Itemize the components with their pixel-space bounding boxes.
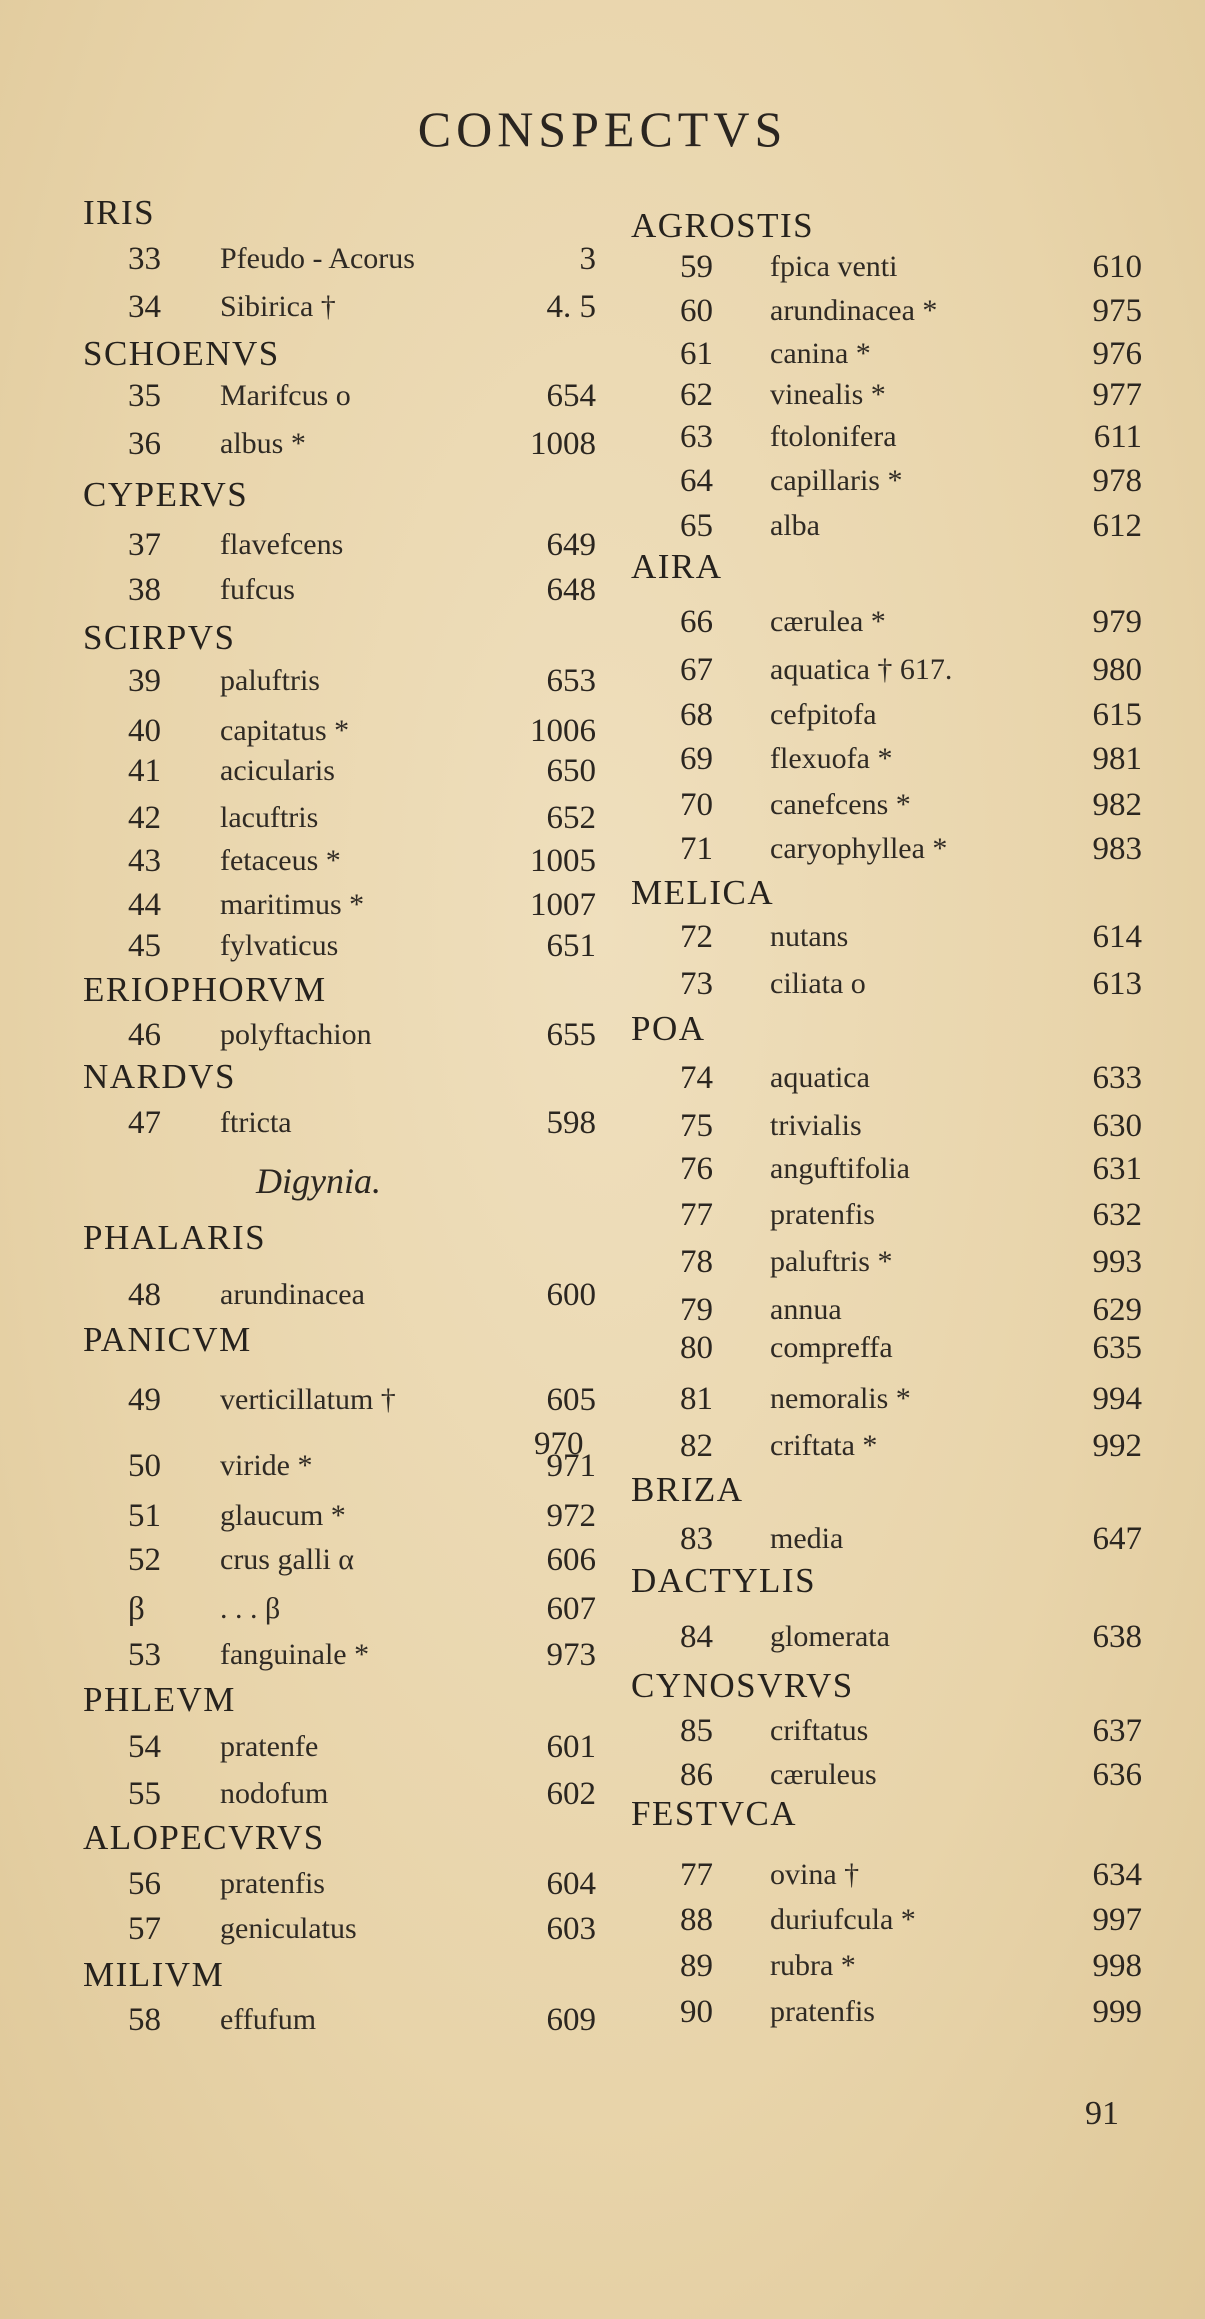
species-name: glaucum * bbox=[220, 1499, 346, 1532]
species-number: 60 bbox=[680, 293, 713, 329]
species-name: cærulea * bbox=[770, 605, 886, 638]
species-entry bbox=[0, 236, 600, 282]
species-number: 52 bbox=[128, 1542, 161, 1578]
species-entry bbox=[602, 503, 1202, 549]
species-number: 65 bbox=[680, 508, 713, 544]
genus-heading: ALOPECVRVS bbox=[83, 1818, 325, 1857]
species-name: arundinacea bbox=[220, 1278, 365, 1311]
species-number: 39 bbox=[128, 663, 161, 699]
species-name: polyftachion bbox=[220, 1018, 372, 1051]
page-reference: 993 bbox=[1092, 1244, 1142, 1280]
species-entry bbox=[602, 1103, 1202, 1149]
species-name: ciliata o bbox=[770, 967, 866, 1000]
page-reference: 614 bbox=[1092, 919, 1142, 955]
page-reference: 971 bbox=[546, 1448, 596, 1484]
species-name: duriufcula * bbox=[770, 1903, 916, 1936]
page-reference: 648 bbox=[546, 572, 596, 608]
page-reference: 606 bbox=[546, 1542, 596, 1578]
species-number: 50 bbox=[128, 1448, 161, 1484]
species-name: anguftifolia bbox=[770, 1152, 910, 1185]
species-entry bbox=[602, 1614, 1202, 1660]
species-entry bbox=[602, 1852, 1202, 1898]
species-number: 70 bbox=[680, 787, 713, 823]
page-reference: 1005 bbox=[530, 843, 596, 879]
species-name: nutans bbox=[770, 920, 849, 953]
species-name: caryophyllea * bbox=[770, 832, 948, 865]
page-reference: 999 bbox=[1092, 1994, 1142, 2030]
species-entry bbox=[602, 914, 1202, 960]
page-reference: 652 bbox=[546, 800, 596, 836]
species-number: 48 bbox=[128, 1277, 161, 1313]
species-name: rubra * bbox=[770, 1949, 856, 1982]
species-name: ftolonifera bbox=[770, 420, 897, 453]
species-name: fufcus bbox=[220, 573, 295, 606]
page-reference: 647 bbox=[1092, 1521, 1142, 1557]
species-name: aquatica bbox=[770, 1061, 870, 1094]
species-name: nodofum bbox=[220, 1777, 329, 1810]
species-number: 34 bbox=[128, 289, 161, 325]
species-number: 56 bbox=[128, 1866, 161, 1902]
species-name: ovina † bbox=[770, 1858, 860, 1891]
species-entry bbox=[602, 1146, 1202, 1192]
species-number: 85 bbox=[680, 1713, 713, 1749]
species-number: 82 bbox=[680, 1428, 713, 1464]
species-entry bbox=[0, 1632, 600, 1678]
species-entry bbox=[0, 373, 600, 419]
species-number: 68 bbox=[680, 697, 713, 733]
page-reference: 629 bbox=[1092, 1292, 1142, 1328]
page-reference: 975 bbox=[1092, 293, 1142, 329]
species-number: 75 bbox=[680, 1108, 713, 1144]
species-number: 61 bbox=[680, 336, 713, 372]
species-entry bbox=[602, 1325, 1202, 1371]
species-number: 55 bbox=[128, 1776, 161, 1812]
right-column bbox=[602, 0, 1205, 2319]
species-number: 36 bbox=[128, 426, 161, 462]
species-name: canina * bbox=[770, 337, 871, 370]
species-number: 44 bbox=[128, 887, 161, 923]
species-entry bbox=[602, 782, 1202, 828]
species-name: viride * bbox=[220, 1449, 313, 1482]
species-entry bbox=[0, 1771, 600, 1817]
page-reference: 981 bbox=[1092, 741, 1142, 777]
species-number: 42 bbox=[128, 800, 161, 836]
page-reference: 651 bbox=[546, 928, 596, 964]
species-number: 90 bbox=[680, 1994, 713, 2030]
species-entry bbox=[0, 748, 600, 794]
page-reference: 994 bbox=[1092, 1381, 1142, 1417]
species-entry bbox=[602, 647, 1202, 693]
species-entry bbox=[602, 372, 1202, 418]
page-reference: 598 bbox=[546, 1105, 596, 1141]
species-entry bbox=[602, 458, 1202, 504]
page-reference: 601 bbox=[546, 1729, 596, 1765]
species-number: 77 bbox=[680, 1857, 713, 1893]
species-number: 45 bbox=[128, 928, 161, 964]
genus-heading: AGROSTIS bbox=[631, 206, 815, 245]
genus-heading: SCIRPVS bbox=[83, 618, 236, 657]
species-name: criftatus bbox=[770, 1714, 869, 1747]
species-entry bbox=[602, 826, 1202, 872]
genus-heading: MILIVM bbox=[83, 1955, 225, 1994]
genus-heading: CYPERVS bbox=[83, 475, 249, 514]
species-number: 53 bbox=[128, 1637, 161, 1673]
genus-heading: ERIOPHORVM bbox=[83, 970, 327, 1009]
species-entry bbox=[602, 288, 1202, 334]
genus-heading: PHLEVM bbox=[83, 1680, 236, 1719]
page-reference: 635 bbox=[1092, 1330, 1142, 1366]
species-entry bbox=[0, 522, 600, 568]
species-entry bbox=[0, 1906, 600, 1952]
page-reference: 649 bbox=[546, 527, 596, 563]
species-entry bbox=[0, 1997, 600, 2043]
species-entry bbox=[0, 1537, 600, 1583]
species-number: 33 bbox=[128, 241, 161, 277]
species-name: effufum bbox=[220, 2003, 317, 2036]
species-entry bbox=[602, 244, 1202, 290]
species-entry bbox=[0, 1443, 600, 1489]
page-reference: 997 bbox=[1092, 1902, 1142, 1938]
page-reference: 637 bbox=[1092, 1713, 1142, 1749]
species-name: albus * bbox=[220, 427, 306, 460]
species-name: compreffa bbox=[770, 1331, 893, 1364]
species-entry bbox=[0, 882, 600, 928]
species-name: cefpitofa bbox=[770, 698, 877, 731]
page-reference: 607 bbox=[546, 1591, 596, 1627]
species-entry bbox=[0, 1586, 600, 1632]
page-reference: 4. 5 bbox=[546, 289, 596, 325]
species-name: verticillatum † bbox=[220, 1383, 396, 1416]
species-name: paluftris bbox=[220, 664, 320, 697]
species-number: 83 bbox=[680, 1521, 713, 1557]
page-reference: 992 bbox=[1092, 1428, 1142, 1464]
species-number: 54 bbox=[128, 1729, 161, 1765]
genus-heading: NARDVS bbox=[83, 1057, 236, 1096]
species-name: trivialis bbox=[770, 1109, 862, 1142]
page-reference: 998 bbox=[1092, 1948, 1142, 1984]
species-entry bbox=[602, 1708, 1202, 1754]
page-reference: 650 bbox=[546, 753, 596, 789]
species-entry bbox=[602, 1989, 1202, 2035]
species-number: 59 bbox=[680, 249, 713, 285]
species-entry bbox=[602, 736, 1202, 782]
species-number: 41 bbox=[128, 753, 161, 789]
species-name: vinealis * bbox=[770, 378, 886, 411]
species-number: 58 bbox=[128, 2002, 161, 2038]
page-reference: 638 bbox=[1092, 1619, 1142, 1655]
species-entry bbox=[602, 692, 1202, 738]
page-reference: 636 bbox=[1092, 1757, 1142, 1793]
species-entry bbox=[0, 795, 600, 841]
species-entry bbox=[602, 1943, 1202, 1989]
page-reference: 634 bbox=[1092, 1857, 1142, 1893]
genus-heading: BRIZA bbox=[631, 1470, 744, 1509]
species-name: fpica venti bbox=[770, 250, 898, 283]
species-entry bbox=[0, 923, 600, 969]
species-number: β bbox=[128, 1591, 145, 1627]
species-name: ftricta bbox=[220, 1106, 292, 1139]
page-reference: 632 bbox=[1092, 1197, 1142, 1233]
species-number: 57 bbox=[128, 1911, 161, 1947]
species-number: 79 bbox=[680, 1292, 713, 1328]
species-name: cæruleus bbox=[770, 1758, 877, 1791]
species-name: aquatica † 617. bbox=[770, 653, 953, 686]
species-number: 63 bbox=[680, 419, 713, 455]
page-reference: 603 bbox=[546, 1911, 596, 1947]
page-title: CONSPECTVS bbox=[417, 101, 788, 157]
species-entry bbox=[602, 1055, 1202, 1101]
species-name: maritimus * bbox=[220, 888, 365, 921]
species-number: 84 bbox=[680, 1619, 713, 1655]
species-name: nemoralis * bbox=[770, 1382, 911, 1415]
species-number: 49 bbox=[128, 1382, 161, 1418]
species-name: arundinacea * bbox=[770, 294, 938, 327]
species-number: 66 bbox=[680, 604, 713, 640]
species-entry bbox=[602, 1897, 1202, 1943]
species-number: 76 bbox=[680, 1151, 713, 1187]
species-entry bbox=[0, 658, 600, 704]
species-number: 77 bbox=[680, 1197, 713, 1233]
species-number: 43 bbox=[128, 843, 161, 879]
species-entry bbox=[602, 1376, 1202, 1422]
species-number: 69 bbox=[680, 741, 713, 777]
page-reference: 980 bbox=[1092, 652, 1142, 688]
species-number: 47 bbox=[128, 1105, 161, 1141]
species-name: criftata * bbox=[770, 1429, 878, 1462]
page-reference: 630 bbox=[1092, 1108, 1142, 1144]
species-entry bbox=[602, 1192, 1202, 1238]
genus-heading: POA bbox=[631, 1009, 706, 1048]
species-name: flexuofa * bbox=[770, 742, 893, 775]
page-reference: 3 bbox=[579, 241, 596, 277]
page-reference: 1007 bbox=[530, 887, 596, 923]
page-reference: 973 bbox=[546, 1637, 596, 1673]
genus-heading: MELICA bbox=[631, 873, 775, 912]
species-number: 51 bbox=[128, 1498, 161, 1534]
page-reference: 613 bbox=[1092, 966, 1142, 1002]
species-entry bbox=[602, 599, 1202, 645]
species-number: 37 bbox=[128, 527, 161, 563]
species-name: fylvaticus bbox=[220, 929, 339, 962]
species-entry bbox=[602, 331, 1202, 377]
page-reference: 602 bbox=[546, 1776, 596, 1812]
catchword: 91 bbox=[1085, 2095, 1119, 2132]
page-reference: 1006 bbox=[530, 713, 596, 749]
species-name: crus galli α bbox=[220, 1543, 355, 1576]
species-number: 81 bbox=[680, 1381, 713, 1417]
species-entry bbox=[0, 1493, 600, 1539]
page-reference: 612 bbox=[1092, 508, 1142, 544]
species-number: 89 bbox=[680, 1948, 713, 1984]
species-entry bbox=[602, 961, 1202, 1007]
species-entry bbox=[0, 1861, 600, 1907]
species-entry bbox=[602, 414, 1202, 460]
species-name: pratenfis bbox=[770, 1995, 875, 2028]
page-reference: 972 bbox=[546, 1498, 596, 1534]
species-name: acicularis bbox=[220, 754, 335, 787]
species-name: geniculatus bbox=[220, 1912, 357, 1945]
species-entry bbox=[0, 1012, 600, 1058]
page-reference: 982 bbox=[1092, 787, 1142, 823]
genus-heading: PANICVM bbox=[83, 1320, 252, 1359]
species-name: annua bbox=[770, 1293, 842, 1326]
species-name: capillaris * bbox=[770, 464, 903, 497]
species-number: 46 bbox=[128, 1017, 161, 1053]
species-number: 62 bbox=[680, 377, 713, 413]
page-reference: 615 bbox=[1092, 697, 1142, 733]
genus-heading: AIRA bbox=[631, 547, 723, 586]
genus-heading: FESTVCA bbox=[631, 1794, 798, 1833]
page-reference: 983 bbox=[1092, 831, 1142, 867]
page-reference: 633 bbox=[1092, 1060, 1142, 1096]
species-name: . . . β bbox=[220, 1592, 281, 1625]
genus-heading: SCHOENVS bbox=[83, 334, 280, 373]
species-number: 74 bbox=[680, 1060, 713, 1096]
page-reference: 978 bbox=[1092, 463, 1142, 499]
species-name: fetaceus * bbox=[220, 844, 341, 877]
species-number: 35 bbox=[128, 378, 161, 414]
page-reference: 609 bbox=[546, 2002, 596, 2038]
species-entry bbox=[0, 838, 600, 884]
species-number: 40 bbox=[128, 713, 161, 749]
species-entry bbox=[0, 284, 600, 330]
genus-heading: CYNOSVRVS bbox=[631, 1666, 854, 1705]
species-name: Sibirica † bbox=[220, 290, 336, 323]
page-reference-extra: 970 bbox=[534, 1426, 584, 1462]
species-name: alba bbox=[770, 509, 820, 542]
species-name: lacuftris bbox=[220, 801, 319, 834]
species-number: 86 bbox=[680, 1757, 713, 1793]
species-entry bbox=[0, 1100, 600, 1146]
page-reference: 604 bbox=[546, 1866, 596, 1902]
species-entry bbox=[602, 1239, 1202, 1285]
species-number: 67 bbox=[680, 652, 713, 688]
page-reference: 977 bbox=[1092, 377, 1142, 413]
genus-heading: PHALARIS bbox=[83, 1218, 267, 1257]
species-number: 80 bbox=[680, 1330, 713, 1366]
page-reference: 654 bbox=[546, 378, 596, 414]
species-name: media bbox=[770, 1522, 844, 1555]
species-entry bbox=[602, 1423, 1202, 1469]
species-number: 71 bbox=[680, 831, 713, 867]
page-reference: 1008 bbox=[530, 426, 596, 462]
species-number: 38 bbox=[128, 572, 161, 608]
page-reference: 979 bbox=[1092, 604, 1142, 640]
species-entry bbox=[0, 1377, 600, 1423]
species-name: Pfeudo - Acorus bbox=[220, 242, 415, 275]
page-reference: 605 bbox=[546, 1382, 596, 1418]
species-number: 73 bbox=[680, 966, 713, 1002]
species-name: glomerata bbox=[770, 1620, 890, 1653]
species-name: pratenfis bbox=[220, 1867, 325, 1900]
species-entry bbox=[0, 421, 600, 467]
section-subheading: Digynia. bbox=[256, 1161, 381, 1201]
page-reference: 653 bbox=[546, 663, 596, 699]
species-number: 64 bbox=[680, 463, 713, 499]
page-reference: 611 bbox=[1093, 419, 1142, 455]
page-reference: 976 bbox=[1092, 336, 1142, 372]
species-name: capitatus * bbox=[220, 714, 350, 747]
species-name: canefcens * bbox=[770, 788, 911, 821]
species-name: paluftris * bbox=[770, 1245, 893, 1278]
species-name: pratenfe bbox=[220, 1730, 319, 1763]
species-entry bbox=[0, 1272, 600, 1318]
species-entry bbox=[0, 1724, 600, 1770]
species-entry bbox=[0, 567, 600, 613]
page-reference: 600 bbox=[546, 1277, 596, 1313]
species-name: pratenfis bbox=[770, 1198, 875, 1231]
page-reference: 610 bbox=[1092, 249, 1142, 285]
page-reference: 655 bbox=[546, 1017, 596, 1053]
page-reference: 631 bbox=[1092, 1151, 1142, 1187]
species-name: fanguinale * bbox=[220, 1638, 370, 1671]
species-number: 78 bbox=[680, 1244, 713, 1280]
species-number: 72 bbox=[680, 919, 713, 955]
left-column bbox=[0, 0, 602, 2319]
species-name: flavefcens bbox=[220, 528, 344, 561]
species-number: 88 bbox=[680, 1902, 713, 1938]
species-entry bbox=[602, 1516, 1202, 1562]
species-name: Marifcus o bbox=[220, 379, 351, 412]
genus-heading: IRIS bbox=[83, 193, 156, 232]
genus-heading: DACTYLIS bbox=[631, 1561, 817, 1600]
